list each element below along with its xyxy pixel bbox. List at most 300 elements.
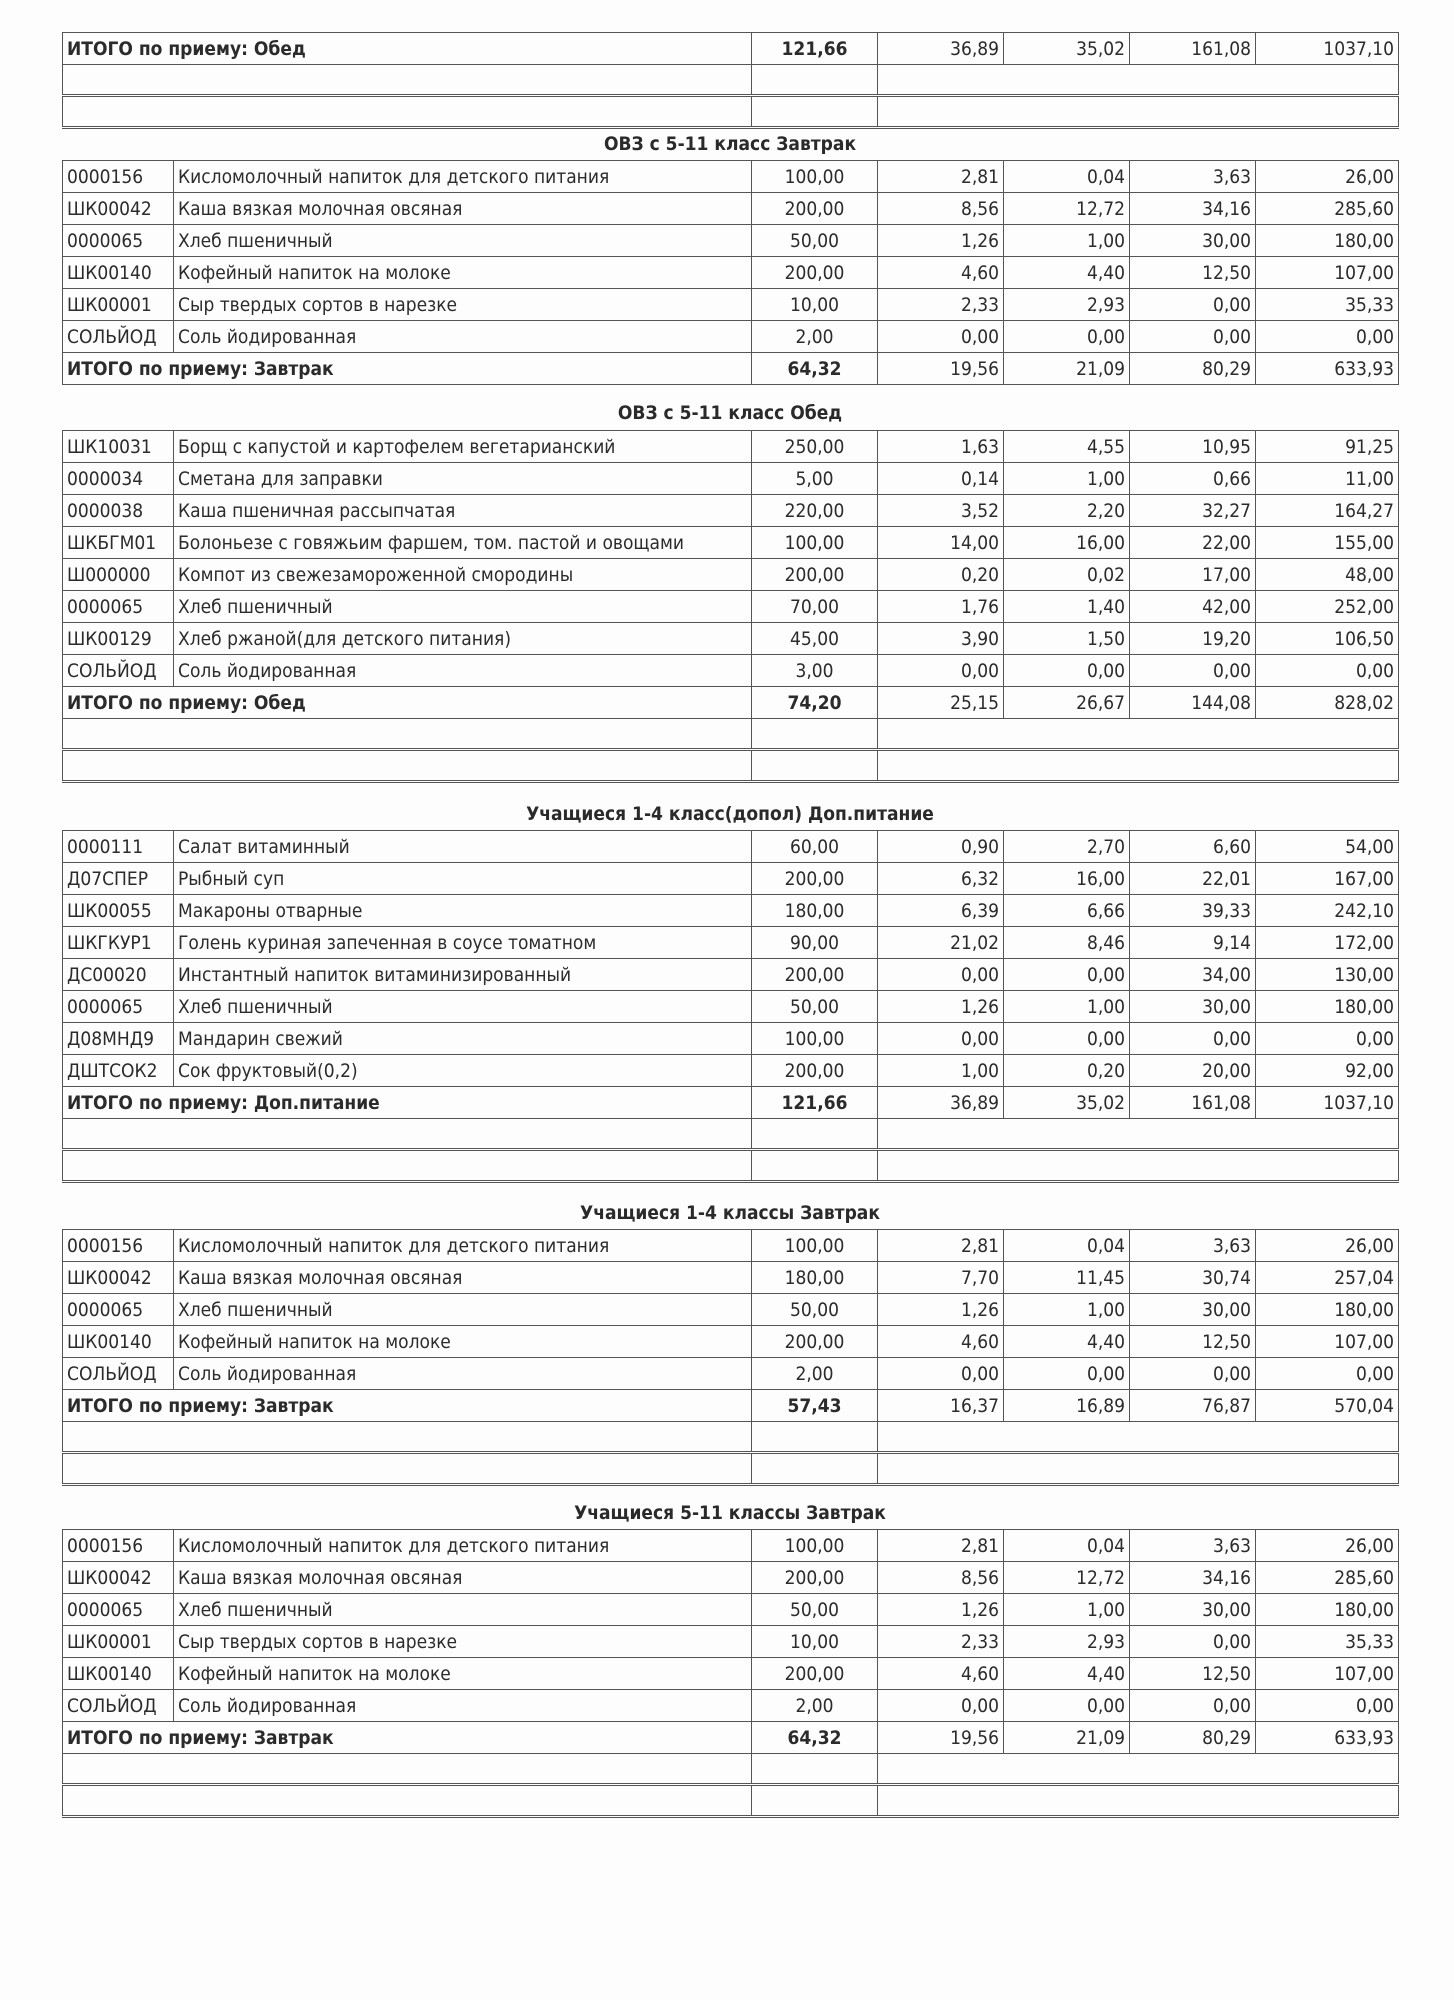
item-name: Макароны отварные: [174, 895, 752, 927]
item-protein: 3,52: [878, 495, 1004, 527]
item-fat: 1,40: [1004, 591, 1130, 623]
item-code: 0000065: [63, 591, 174, 623]
item-fat: 1,50: [1004, 623, 1130, 655]
item-weight: 70,00: [752, 591, 878, 623]
item-name: Соль йодированная: [174, 1690, 752, 1722]
item-protein: 0,00: [878, 321, 1004, 353]
table-row: [63, 1055, 1399, 1087]
total-kcal: 828,02: [1256, 687, 1399, 719]
item-fat: 11,45: [1004, 1262, 1130, 1294]
table-row: [63, 831, 1399, 863]
item-protein: 14,00: [878, 527, 1004, 559]
item-protein: 6,39: [878, 895, 1004, 927]
item-code: ШК00140: [63, 1658, 174, 1690]
total-carbs: 161,08: [1130, 1087, 1256, 1119]
table-row: [63, 289, 1399, 321]
item-weight: 50,00: [752, 1294, 878, 1326]
item-name: Кофейный напиток на молоке: [174, 1658, 752, 1690]
top-total-table: [62, 32, 1398, 129]
total-protein: 19,56: [878, 353, 1004, 385]
item-code: ШК00001: [63, 1626, 174, 1658]
item-carbs: 30,74: [1130, 1262, 1256, 1294]
item-name: Кофейный напиток на молоке: [174, 1326, 752, 1358]
item-code: ШКБГМ01: [63, 527, 174, 559]
item-carbs: 17,00: [1130, 559, 1256, 591]
item-carbs: 3,63: [1130, 161, 1256, 193]
table-row: [63, 863, 1399, 895]
item-name: Инстантный напиток витаминизированный: [174, 959, 752, 991]
item-carbs: 0,00: [1130, 1358, 1256, 1390]
item-code: 0000156: [63, 1230, 174, 1262]
empty-row: [63, 1453, 1399, 1485]
item-name: Соль йодированная: [174, 321, 752, 353]
item-weight: 200,00: [752, 1055, 878, 1087]
item-code: ДШТСОК2: [63, 1055, 174, 1087]
item-kcal: 26,00: [1256, 1230, 1399, 1262]
item-protein: 0,00: [878, 1023, 1004, 1055]
item-protein: 1,26: [878, 1294, 1004, 1326]
item-code: СОЛЬЙОД: [63, 321, 174, 353]
table-row: [63, 431, 1399, 463]
total-carbs: 80,29: [1130, 1722, 1256, 1754]
item-fat: 8,46: [1004, 927, 1130, 959]
item-carbs: 22,01: [1130, 863, 1256, 895]
item-fat: 0,02: [1004, 559, 1130, 591]
item-name: Сыр твердых сортов в нарезке: [174, 289, 752, 321]
table-row: [63, 991, 1399, 1023]
table-row: [63, 895, 1399, 927]
item-weight: 45,00: [752, 623, 878, 655]
item-kcal: 285,60: [1256, 193, 1399, 225]
item-carbs: 32,27: [1130, 495, 1256, 527]
total-fat: 26,67: [1004, 687, 1130, 719]
item-weight: 10,00: [752, 1626, 878, 1658]
table-row: [63, 1230, 1399, 1262]
item-kcal: 164,27: [1256, 495, 1399, 527]
total-row: [63, 1390, 1399, 1422]
table-row: [63, 591, 1399, 623]
total-label: ИТОГО по приему: Доп.питание: [63, 1087, 752, 1119]
item-code: 0000038: [63, 495, 174, 527]
section-title: ОВЗ с 5-11 класс Завтрак: [603, 133, 857, 155]
item-carbs: 22,00: [1130, 527, 1256, 559]
section-title: ОВЗ с 5-11 класс Обед: [617, 402, 843, 424]
total-protein: 16,37: [878, 1390, 1004, 1422]
item-fat: 0,04: [1004, 161, 1130, 193]
table-row: [63, 1530, 1399, 1562]
item-fat: 0,20: [1004, 1055, 1130, 1087]
item-kcal: 180,00: [1256, 1594, 1399, 1626]
item-carbs: 3,63: [1130, 1530, 1256, 1562]
total-fat: 35,02: [1004, 33, 1130, 65]
table-row: [63, 1626, 1399, 1658]
item-weight: 50,00: [752, 1594, 878, 1626]
total-weight: 64,32: [752, 1722, 878, 1754]
table-row: [63, 463, 1399, 495]
total-protein: 19,56: [878, 1722, 1004, 1754]
item-fat: 0,04: [1004, 1230, 1130, 1262]
total-weight: 121,66: [752, 33, 878, 65]
section-table: [62, 1529, 1398, 1818]
total-label: ИТОГО по приему: Обед: [63, 33, 752, 65]
item-name: Каша вязкая молочная овсяная: [174, 1562, 752, 1594]
item-fat: 2,93: [1004, 1626, 1130, 1658]
item-weight: 200,00: [752, 1658, 878, 1690]
item-protein: 0,14: [878, 463, 1004, 495]
empty-row: [63, 1150, 1399, 1182]
item-kcal: 54,00: [1256, 831, 1399, 863]
item-fat: 4,40: [1004, 1326, 1130, 1358]
item-carbs: 0,00: [1130, 655, 1256, 687]
item-fat: 4,40: [1004, 1658, 1130, 1690]
item-protein: 3,90: [878, 623, 1004, 655]
item-kcal: 91,25: [1256, 431, 1399, 463]
item-kcal: 180,00: [1256, 225, 1399, 257]
item-kcal: 155,00: [1256, 527, 1399, 559]
item-carbs: 39,33: [1130, 895, 1256, 927]
item-code: Д08МНД9: [63, 1023, 174, 1055]
item-carbs: 6,60: [1130, 831, 1256, 863]
empty-row: [63, 1754, 1399, 1785]
item-protein: 2,81: [878, 161, 1004, 193]
item-code: 0000111: [63, 831, 174, 863]
item-protein: 7,70: [878, 1262, 1004, 1294]
total-label: ИТОГО по приему: Обед: [63, 687, 752, 719]
item-fat: 0,00: [1004, 321, 1130, 353]
item-fat: 0,00: [1004, 1690, 1130, 1722]
total-row: [63, 687, 1399, 719]
item-code: СОЛЬЙОД: [63, 1690, 174, 1722]
table-row: [63, 257, 1399, 289]
table-row: [63, 1358, 1399, 1390]
section-table: [62, 160, 1398, 385]
item-fat: 0,00: [1004, 1023, 1130, 1055]
total-weight: 74,20: [752, 687, 878, 719]
item-carbs: 0,00: [1130, 289, 1256, 321]
item-name: Каша вязкая молочная овсяная: [174, 1262, 752, 1294]
table-row: [63, 1690, 1399, 1722]
item-code: Д07СПЕР: [63, 863, 174, 895]
item-kcal: 35,33: [1256, 289, 1399, 321]
item-protein: 0,90: [878, 831, 1004, 863]
item-name: Кисломолочный напиток для детского питания: [174, 1530, 752, 1562]
item-weight: 100,00: [752, 1023, 878, 1055]
item-protein: 0,20: [878, 559, 1004, 591]
item-protein: 2,33: [878, 1626, 1004, 1658]
item-code: 0000156: [63, 1530, 174, 1562]
item-kcal: 0,00: [1256, 655, 1399, 687]
item-code: ШКГКУР1: [63, 927, 174, 959]
item-weight: 250,00: [752, 431, 878, 463]
total-row: [63, 1087, 1399, 1119]
total-protein: 25,15: [878, 687, 1004, 719]
item-fat: 16,00: [1004, 527, 1130, 559]
item-code: 0000065: [63, 1294, 174, 1326]
total-kcal: 1037,10: [1256, 33, 1399, 65]
item-kcal: 0,00: [1256, 321, 1399, 353]
item-code: 0000034: [63, 463, 174, 495]
item-weight: 2,00: [752, 321, 878, 353]
item-code: ШК00140: [63, 1326, 174, 1358]
item-carbs: 9,14: [1130, 927, 1256, 959]
item-fat: 4,40: [1004, 257, 1130, 289]
item-kcal: 0,00: [1256, 1023, 1399, 1055]
item-weight: 2,00: [752, 1358, 878, 1390]
table-row: [63, 559, 1399, 591]
table-row: [63, 1326, 1399, 1358]
item-kcal: 11,00: [1256, 463, 1399, 495]
item-kcal: 107,00: [1256, 1658, 1399, 1690]
total-weight: 64,32: [752, 353, 878, 385]
item-kcal: 48,00: [1256, 559, 1399, 591]
item-kcal: 106,50: [1256, 623, 1399, 655]
item-protein: 1,26: [878, 225, 1004, 257]
total-row: [63, 353, 1399, 385]
item-kcal: 285,60: [1256, 1562, 1399, 1594]
table-row: [63, 321, 1399, 353]
item-weight: 200,00: [752, 257, 878, 289]
item-fat: 12,72: [1004, 193, 1130, 225]
total-fat: 21,09: [1004, 353, 1130, 385]
item-name: Хлеб пшеничный: [174, 1294, 752, 1326]
item-name: Сыр твердых сортов в нарезке: [174, 1626, 752, 1658]
item-weight: 100,00: [752, 1530, 878, 1562]
item-weight: 200,00: [752, 559, 878, 591]
total-label: ИТОГО по приему: Завтрак: [63, 1722, 752, 1754]
item-fat: 0,00: [1004, 959, 1130, 991]
section-table: [62, 430, 1398, 783]
total-weight: 57,43: [752, 1390, 878, 1422]
item-fat: 0,00: [1004, 1358, 1130, 1390]
total-carbs: 80,29: [1130, 353, 1256, 385]
item-fat: 2,70: [1004, 831, 1130, 863]
empty-row: [63, 719, 1399, 750]
item-protein: 6,32: [878, 863, 1004, 895]
item-carbs: 12,50: [1130, 1326, 1256, 1358]
item-kcal: 130,00: [1256, 959, 1399, 991]
item-code: ШК10031: [63, 431, 174, 463]
item-carbs: 20,00: [1130, 1055, 1256, 1087]
item-code: ШК00055: [63, 895, 174, 927]
table-row: [63, 193, 1399, 225]
item-carbs: 30,00: [1130, 1294, 1256, 1326]
item-kcal: 180,00: [1256, 1294, 1399, 1326]
item-protein: 4,60: [878, 1326, 1004, 1358]
item-name: Хлеб ржаной(для детского питания): [174, 623, 752, 655]
item-carbs: 0,00: [1130, 321, 1256, 353]
total-protein: 36,89: [878, 1087, 1004, 1119]
item-kcal: 167,00: [1256, 863, 1399, 895]
item-kcal: 252,00: [1256, 591, 1399, 623]
item-protein: 2,33: [878, 289, 1004, 321]
item-carbs: 42,00: [1130, 591, 1256, 623]
item-fat: 4,55: [1004, 431, 1130, 463]
item-protein: 21,02: [878, 927, 1004, 959]
item-fat: 12,72: [1004, 1562, 1130, 1594]
item-weight: 100,00: [752, 527, 878, 559]
item-weight: 50,00: [752, 991, 878, 1023]
total-label: ИТОГО по приему: Завтрак: [63, 353, 752, 385]
item-weight: 50,00: [752, 225, 878, 257]
total-fat: 35,02: [1004, 1087, 1130, 1119]
item-name: Мандарин свежий: [174, 1023, 752, 1055]
table-row: [63, 495, 1399, 527]
item-carbs: 30,00: [1130, 225, 1256, 257]
item-fat: 1,00: [1004, 225, 1130, 257]
total-kcal: 633,93: [1256, 1722, 1399, 1754]
item-fat: 1,00: [1004, 1294, 1130, 1326]
empty-row: [63, 1422, 1399, 1453]
item-name: Сметана для заправки: [174, 463, 752, 495]
item-weight: 200,00: [752, 863, 878, 895]
item-fat: 1,00: [1004, 1594, 1130, 1626]
item-name: Хлеб пшеничный: [174, 225, 752, 257]
item-fat: 16,00: [1004, 863, 1130, 895]
section-title: Учащиеся 5-11 классы Завтрак: [574, 1502, 886, 1524]
item-name: Компот из свежезамороженной смородины: [174, 559, 752, 591]
item-carbs: 34,00: [1130, 959, 1256, 991]
item-code: Ш000000: [63, 559, 174, 591]
item-protein: 8,56: [878, 1562, 1004, 1594]
total-fat: 16,89: [1004, 1390, 1130, 1422]
total-fat: 21,09: [1004, 1722, 1130, 1754]
table-row: [63, 161, 1399, 193]
item-carbs: 3,63: [1130, 1230, 1256, 1262]
item-carbs: 10,95: [1130, 431, 1256, 463]
table-row: [63, 1658, 1399, 1690]
item-carbs: 34,16: [1130, 1562, 1256, 1594]
item-carbs: 0,00: [1130, 1626, 1256, 1658]
total-kcal: 1037,10: [1256, 1087, 1399, 1119]
item-name: Салат витаминный: [174, 831, 752, 863]
item-name: Болоньезе с говяжьим фаршем, том. пастой и овощами: [174, 527, 752, 559]
item-weight: 60,00: [752, 831, 878, 863]
section-title: Учащиеся 1-4 классы Завтрак: [580, 1202, 880, 1224]
item-code: 0000156: [63, 161, 174, 193]
item-kcal: 172,00: [1256, 927, 1399, 959]
item-kcal: 92,00: [1256, 1055, 1399, 1087]
table-row: [63, 655, 1399, 687]
table-row: [63, 1294, 1399, 1326]
item-protein: 1,00: [878, 1055, 1004, 1087]
item-weight: 200,00: [752, 1326, 878, 1358]
table-row: [63, 1594, 1399, 1626]
table-row: [63, 959, 1399, 991]
item-protein: 8,56: [878, 193, 1004, 225]
item-kcal: 257,04: [1256, 1262, 1399, 1294]
item-name: Сок фруктовый(0,2): [174, 1055, 752, 1087]
item-name: Кофейный напиток на молоке: [174, 257, 752, 289]
item-name: Кисломолочный напиток для детского питания: [174, 1230, 752, 1262]
item-fat: 6,66: [1004, 895, 1130, 927]
empty-row: [63, 96, 1399, 128]
item-weight: 180,00: [752, 895, 878, 927]
item-code: ШК00042: [63, 193, 174, 225]
table-row: [63, 1023, 1399, 1055]
item-protein: 4,60: [878, 257, 1004, 289]
item-carbs: 12,50: [1130, 1658, 1256, 1690]
empty-row: [63, 1119, 1399, 1150]
item-code: ДС00020: [63, 959, 174, 991]
item-protein: 1,63: [878, 431, 1004, 463]
item-carbs: 0,00: [1130, 1023, 1256, 1055]
item-weight: 200,00: [752, 959, 878, 991]
item-code: ШК00140: [63, 257, 174, 289]
table-row: [63, 623, 1399, 655]
item-weight: 200,00: [752, 1562, 878, 1594]
item-code: ШК00042: [63, 1262, 174, 1294]
item-name: Каша пшеничная рассыпчатая: [174, 495, 752, 527]
item-kcal: 107,00: [1256, 257, 1399, 289]
total-carbs: 161,08: [1130, 33, 1256, 65]
section-table: [62, 1229, 1398, 1486]
section-title: Учащиеся 1-4 класс(допол) Доп.питание: [526, 803, 934, 825]
total-row: [63, 1722, 1399, 1754]
item-weight: 100,00: [752, 1230, 878, 1262]
item-protein: 4,60: [878, 1658, 1004, 1690]
item-weight: 3,00: [752, 655, 878, 687]
table-row: [63, 1262, 1399, 1294]
item-carbs: 34,16: [1130, 193, 1256, 225]
item-protein: 2,81: [878, 1530, 1004, 1562]
table-row: [63, 1562, 1399, 1594]
empty-row: [63, 750, 1399, 782]
item-name: Борщ с капустой и картофелем вегетарианский: [174, 431, 752, 463]
item-weight: 5,00: [752, 463, 878, 495]
item-weight: 220,00: [752, 495, 878, 527]
item-name: Хлеб пшеничный: [174, 991, 752, 1023]
item-fat: 0,04: [1004, 1530, 1130, 1562]
item-weight: 200,00: [752, 193, 878, 225]
item-protein: 1,26: [878, 1594, 1004, 1626]
item-protein: 0,00: [878, 655, 1004, 687]
item-kcal: 35,33: [1256, 1626, 1399, 1658]
item-code: ШК00129: [63, 623, 174, 655]
item-name: Хлеб пшеничный: [174, 1594, 752, 1626]
table-row: [63, 927, 1399, 959]
total-carbs: 76,87: [1130, 1390, 1256, 1422]
item-protein: 0,00: [878, 1358, 1004, 1390]
item-name: Соль йодированная: [174, 655, 752, 687]
total-weight: 121,66: [752, 1087, 878, 1119]
total-kcal: 633,93: [1256, 353, 1399, 385]
section-table: [62, 830, 1398, 1183]
item-fat: 2,93: [1004, 289, 1130, 321]
total-row: [63, 33, 1399, 65]
item-protein: 1,26: [878, 991, 1004, 1023]
item-name: Рыбный суп: [174, 863, 752, 895]
item-code: СОЛЬЙОД: [63, 655, 174, 687]
total-kcal: 570,04: [1256, 1390, 1399, 1422]
item-code: 0000065: [63, 1594, 174, 1626]
item-weight: 90,00: [752, 927, 878, 959]
item-code: ШК00001: [63, 289, 174, 321]
item-name: Соль йодированная: [174, 1358, 752, 1390]
item-kcal: 26,00: [1256, 1530, 1399, 1562]
total-carbs: 144,08: [1130, 687, 1256, 719]
empty-row: [63, 65, 1399, 96]
table-row: [63, 225, 1399, 257]
item-kcal: 107,00: [1256, 1326, 1399, 1358]
table-row: [63, 527, 1399, 559]
item-kcal: 242,10: [1256, 895, 1399, 927]
item-weight: 10,00: [752, 289, 878, 321]
item-kcal: 0,00: [1256, 1358, 1399, 1390]
total-protein: 36,89: [878, 33, 1004, 65]
item-carbs: 19,20: [1130, 623, 1256, 655]
item-kcal: 26,00: [1256, 161, 1399, 193]
item-protein: 2,81: [878, 1230, 1004, 1262]
